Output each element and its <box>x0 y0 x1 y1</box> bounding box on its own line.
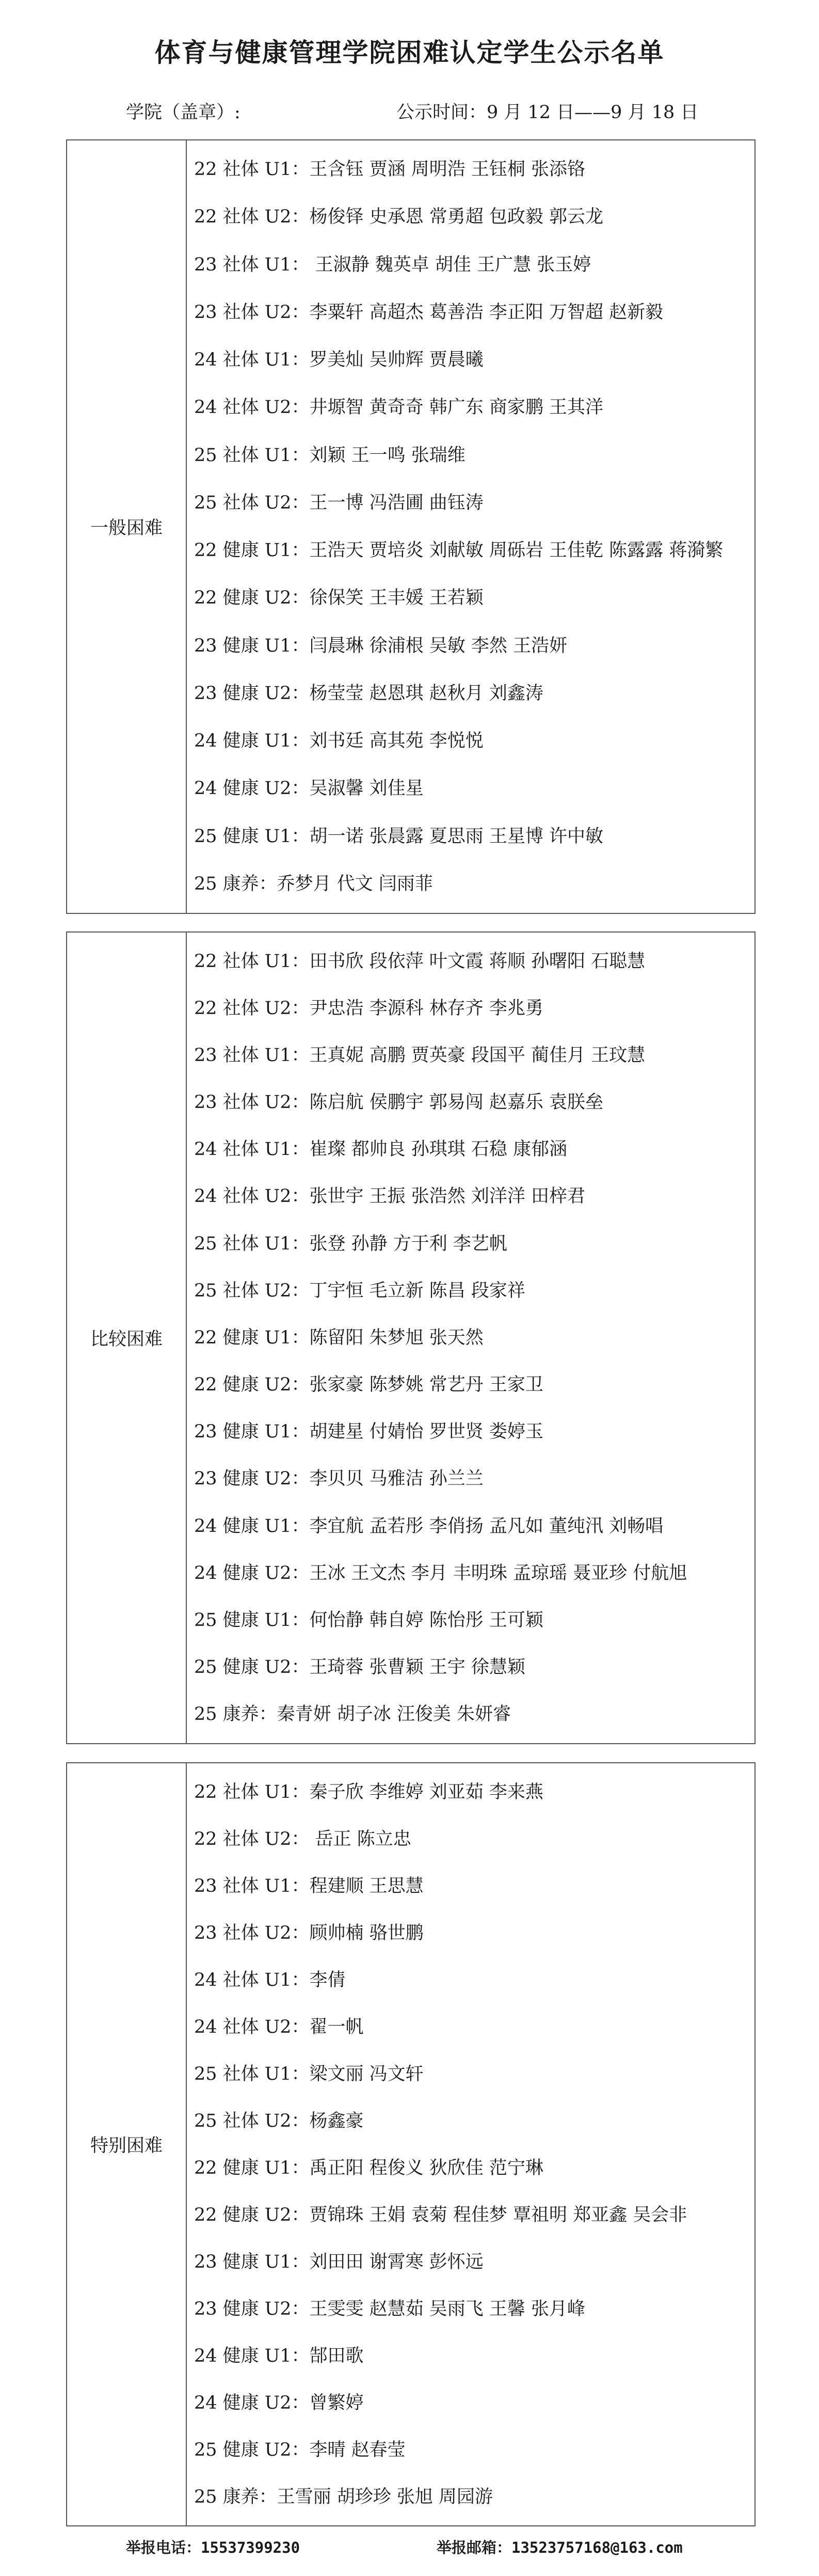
student-row: 23 社体 U1：程建顺 王思慧 <box>194 1875 424 1897</box>
student-row: 22 健康 U1：禹正阳 程俊义 狄欣佳 范宁琳 <box>194 2157 543 2178</box>
student-row: 25 社体 U2：杨鑫豪 <box>194 2110 364 2131</box>
student-row: 23 健康 U1：闫晨琳 徐浦根 吴敏 李然 王浩妍 <box>194 635 568 656</box>
student-row: 23 健康 U2：王雯雯 赵慧茹 吴雨飞 王馨 张月峰 <box>194 2298 586 2319</box>
student-row: 25 健康 U2：王琦蓉 张曹颖 王宇 徐慧颖 <box>194 1657 525 1678</box>
student-row: 25 康养：乔梦月 代文 闫雨菲 <box>194 873 433 894</box>
student-row: 25 社体 U2：丁宇恒 毛立新 陈昌 段家祥 <box>194 1280 525 1301</box>
student-row: 25 社体 U2：王一博 冯浩圃 曲钰涛 <box>194 492 484 513</box>
student-row: 24 健康 U1：刘书廷 高其苑 李悦悦 <box>194 731 484 752</box>
student-row: 22 健康 U2：张家豪 陈梦姚 常艺丹 王家卫 <box>194 1374 543 1396</box>
student-row: 23 社体 U1： 王淑静 魏英卓 胡佳 王广慧 张玉婷 <box>194 254 591 275</box>
student-row: 22 社体 U2： 岳正 陈立忠 <box>194 1828 411 1850</box>
student-row: 25 健康 U1：胡一诺 张晨露 夏思雨 王星博 许中敏 <box>194 826 604 847</box>
section-table-relative <box>66 931 756 1744</box>
category-cell: 比较困难 <box>67 933 187 1743</box>
student-row: 22 社体 U1：秦子欣 李维婷 刘亚茹 李来燕 <box>194 1781 543 1803</box>
student-row: 23 健康 U2：李贝贝 马雅洁 孙兰兰 <box>194 1468 484 1490</box>
student-row: 23 健康 U1：刘田田 谢霄寒 彭怀远 <box>194 2251 484 2272</box>
rows-container <box>187 140 754 913</box>
student-row: 24 社体 U2：张世宇 王振 张浩然 刘洋洋 田梓君 <box>194 1186 586 1207</box>
student-row: 25 健康 U2：李晴 赵春莹 <box>194 2439 406 2460</box>
rows-container <box>187 933 754 1743</box>
student-row: 24 健康 U2：曾繁婷 <box>194 2392 364 2413</box>
student-row: 22 健康 U1：陈留阳 朱梦旭 张天然 <box>194 1327 484 1348</box>
student-row: 24 社体 U1：罗美灿 吴帅辉 贾晨曦 <box>194 350 484 371</box>
category-cell: 一般困难 <box>67 140 187 913</box>
student-row: 25 健康 U1：何怡静 韩自婷 陈怡彤 王可颖 <box>194 1609 543 1631</box>
student-row: 22 社体 U1：王含钰 贾涵 周明浩 王钰桐 张添铬 <box>194 159 586 180</box>
student-row: 23 社体 U1：王真妮 高鹏 贾英豪 段国平 蔺佳月 王玟慧 <box>194 1045 646 1066</box>
student-row: 24 健康 U2：王冰 王文杰 李月 丰明珠 孟琼瑶 聂亚珍 付航旭 <box>194 1562 687 1584</box>
student-row: 25 社体 U1：梁文丽 冯文轩 <box>194 2063 424 2084</box>
student-row: 25 康养：王雪丽 胡珍珍 张旭 周园游 <box>194 2486 493 2507</box>
category-cell: 特别困难 <box>67 1763 187 2525</box>
student-row: 24 社体 U2：井塬智 黄奇奇 韩广东 商家鹏 王其洋 <box>194 397 604 418</box>
report-phone: 举报电话：15537399230 <box>126 2539 300 2556</box>
student-row: 23 健康 U1：胡建星 付婧怡 罗世贤 娄婷玉 <box>194 1421 543 1443</box>
section-table-general <box>66 139 756 914</box>
student-row: 22 健康 U1：王浩天 贾培炎 刘献敏 周砾岩 王佳乾 陈露露 蒋漪繁 <box>194 540 724 561</box>
student-row: 23 社体 U2：陈启航 侯鹏宇 郭易闯 赵嘉乐 袁朕垒 <box>194 1092 604 1113</box>
college-seal-label: 学院（盖章）: <box>126 102 240 123</box>
student-row: 24 健康 U1：郜田歌 <box>194 2345 364 2366</box>
rows-container <box>187 1763 754 2525</box>
student-row: 24 健康 U1：李宜航 孟若彤 李俏扬 孟凡如 董纯汛 刘畅唱 <box>194 1515 664 1537</box>
publication-period: 公示时间：9 月 12 日——9 月 18 日 <box>396 102 699 123</box>
student-row: 23 社体 U2：李粟轩 高超杰 葛善浩 李正阳 万智超 赵新毅 <box>194 302 664 323</box>
section-table-special <box>66 1762 756 2526</box>
report-email: 举报邮箱：13523757168@163.com <box>437 2539 683 2556</box>
student-row: 25 康养：秦青妍 胡子冰 汪俊美 朱妍睿 <box>194 1704 511 1725</box>
student-row: 24 健康 U2：吴淑馨 刘佳星 <box>194 778 424 799</box>
student-row: 22 健康 U2：贾锦珠 王娟 袁菊 程佳梦 覃祖明 郑亚鑫 吴会非 <box>194 2204 687 2225</box>
student-row: 22 健康 U2：徐保笑 王丰媛 王若颖 <box>194 588 484 609</box>
student-row: 23 社体 U2：顾帅楠 骆世鹏 <box>194 1922 424 1943</box>
student-row: 22 社体 U1：田书欣 段依萍 叶文霞 蒋顺 孙曙阳 石聪慧 <box>194 951 646 972</box>
student-row: 23 健康 U2：杨莹莹 赵恩琪 赵秋月 刘鑫涛 <box>194 683 543 704</box>
student-row: 25 社体 U1：张登 孙静 方于利 李艺帆 <box>194 1233 507 1254</box>
student-row: 24 社体 U1：李倩 <box>194 1969 346 1990</box>
student-row: 22 社体 U2：杨俊铎 史承恩 常勇超 包政毅 郭云龙 <box>194 207 604 228</box>
student-row: 24 社体 U1：崔璨 都帅良 孙琪琪 石稳 康郁涵 <box>194 1139 568 1160</box>
page-title: 体育与健康管理学院困难认定学生公示名单 <box>154 37 665 68</box>
student-row: 25 社体 U1：刘颖 王一鸣 张瑞维 <box>194 445 465 466</box>
student-row: 24 社体 U2：翟一帆 <box>194 2016 364 2037</box>
student-row: 22 社体 U2：尹忠浩 李源科 林存齐 李兆勇 <box>194 998 543 1019</box>
